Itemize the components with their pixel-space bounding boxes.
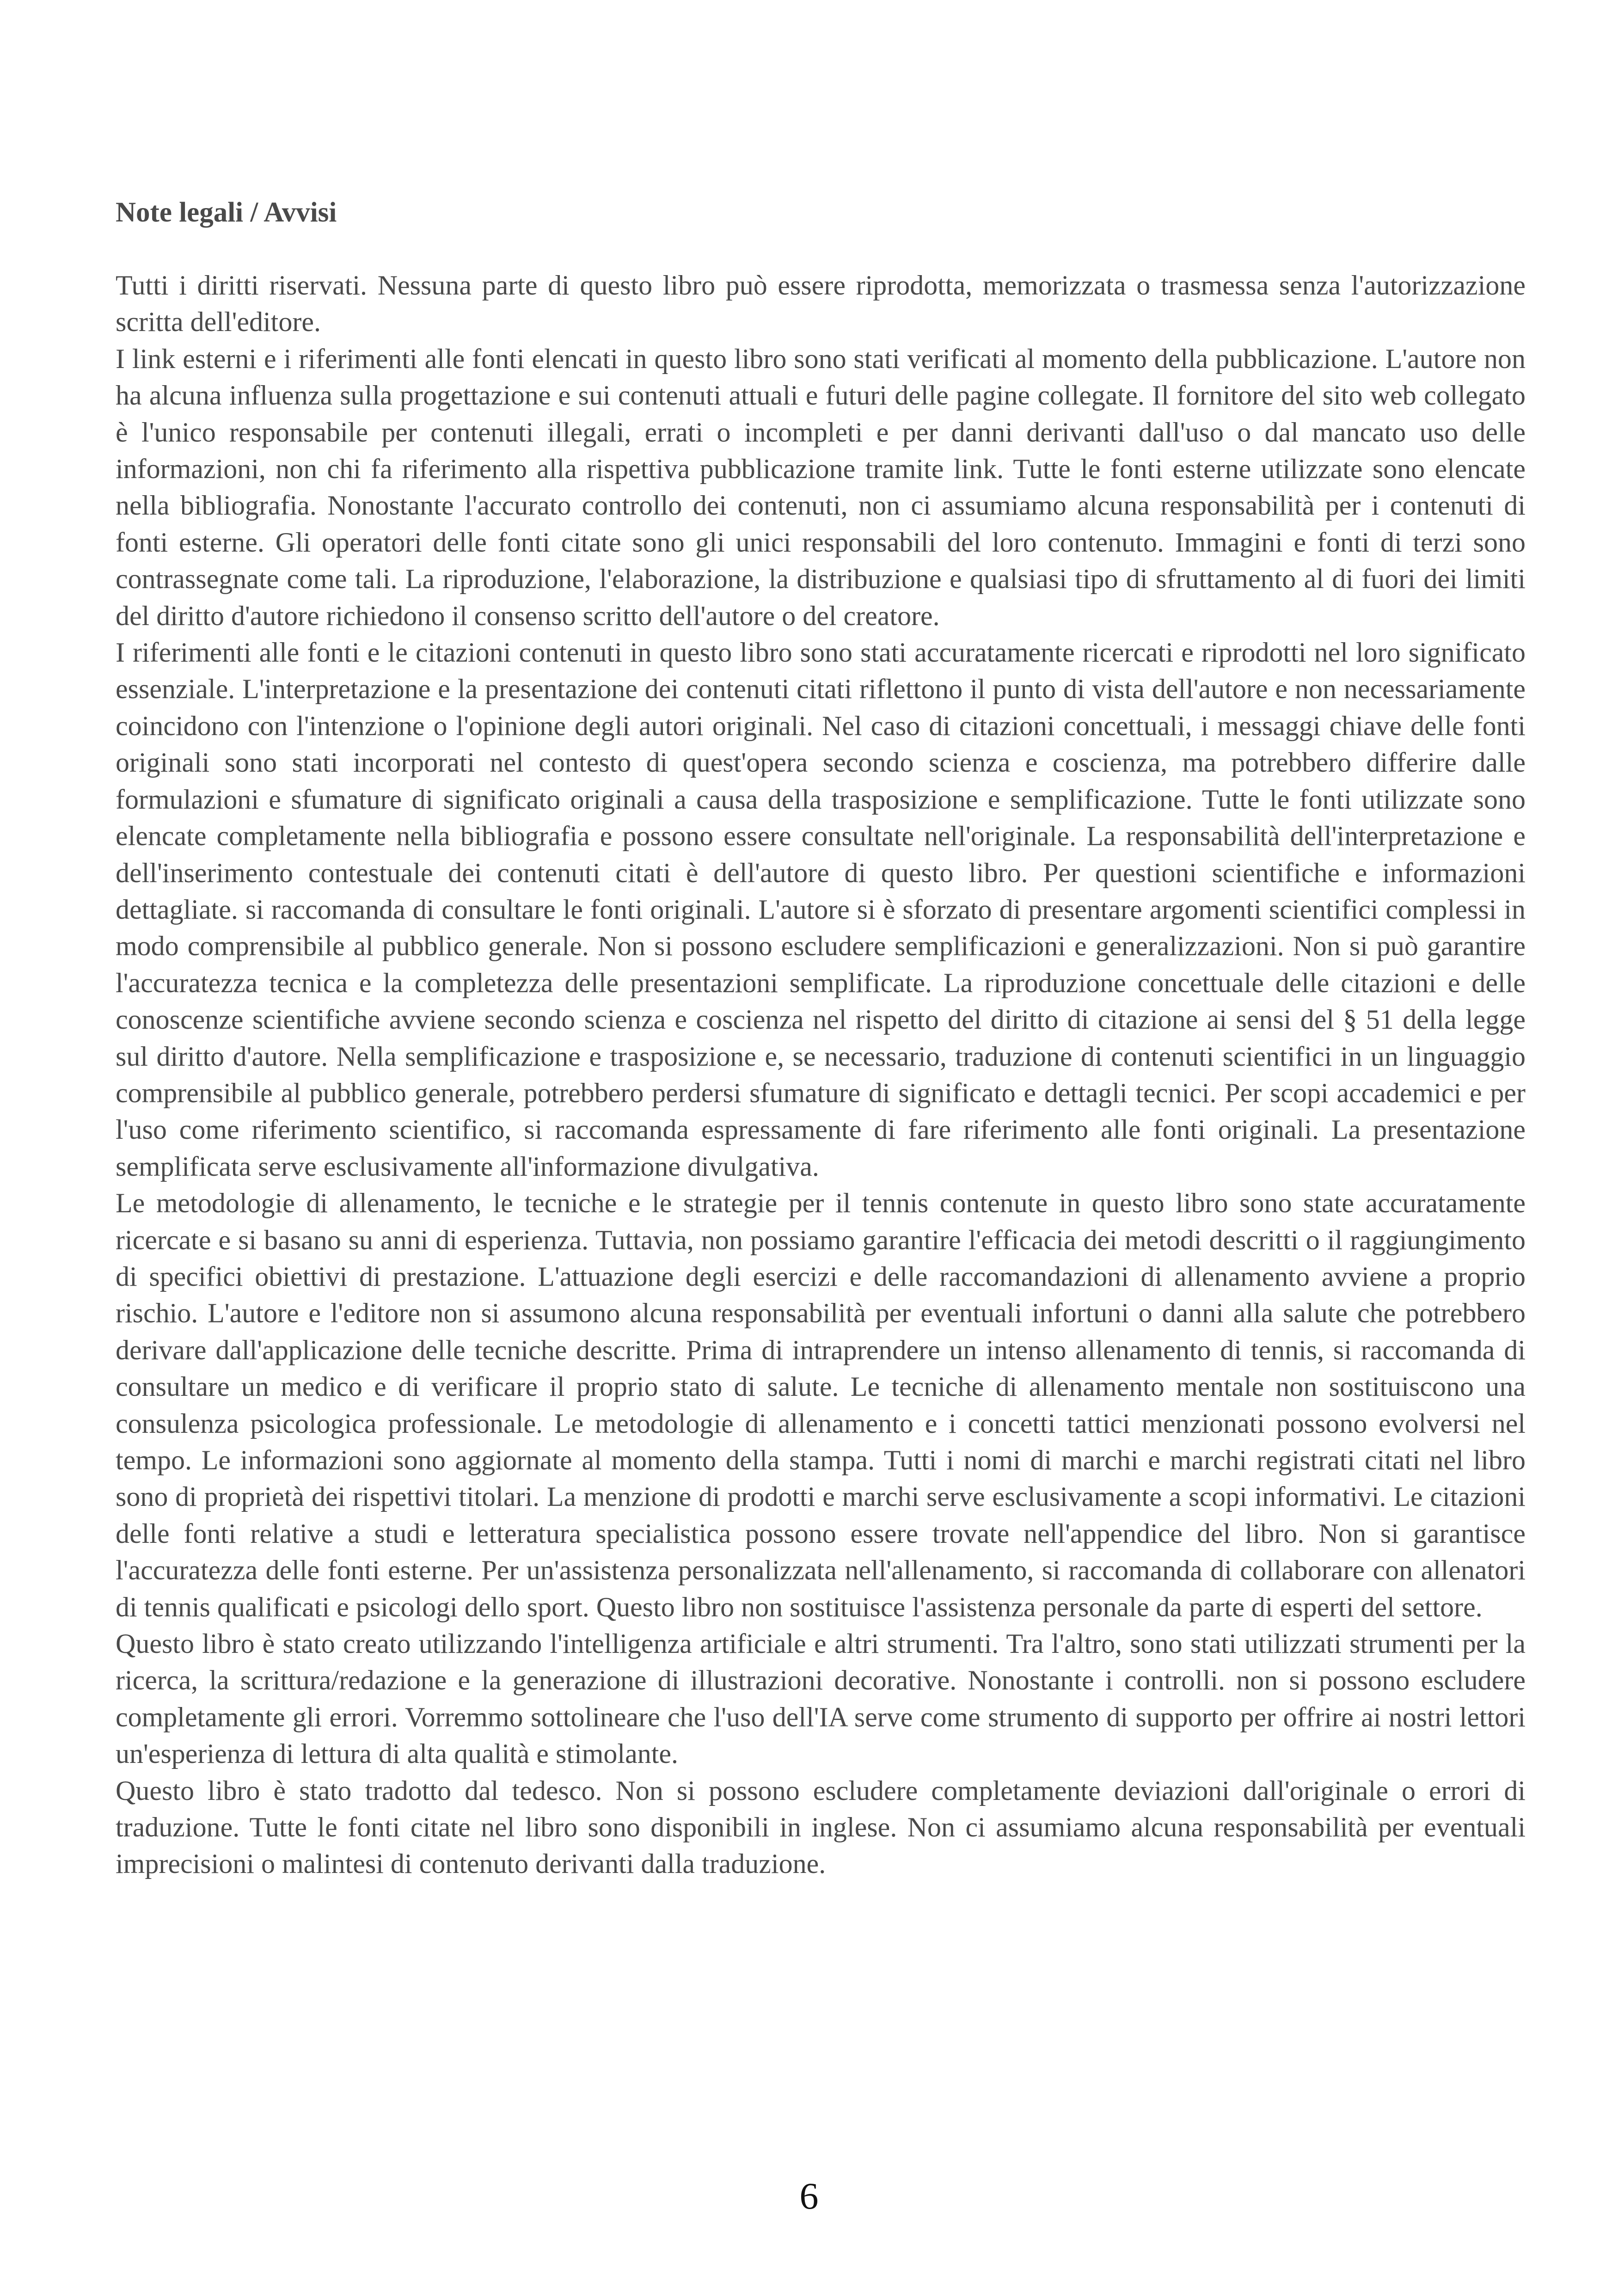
legal-notice-body	[116, 267, 1526, 1883]
paragraph-rights-reserved: Tutti i diritti riservati. Nessuna parte di questo libro può essere riprodotta, memorizzata o trasmessa senza l'autorizzazione scritta dell'editore.	[116, 270, 1526, 338]
paragraph-training-disclaimer: Le metodologie di allenamento, le tecniche e le strategie per il tennis contenute in questo libro sono state accuratamente ricercate e si basano su anni di esperienza. Tuttavia, non possiamo garantire l'efficacia dei metodi descritti o il raggiungimento di specifici obiettivi di prestazione. L'attuazione degli esercizi e delle raccomandazioni di allenamento avviene a proprio rischio. L'autore e l'editore non si assumono alcuna responsabilità per eventuali infortuni o danni alla salute che potrebbero derivare dall'applicazione delle tecniche descritte. Prima di intraprendere un intenso allenamento di tennis, si raccomanda di consultare un medico e di verificare il proprio stato di salute. Le tecniche di allenamento mentale non sostituiscono una consulenza psicologica professionale. Le metodologie di allenamento e i concetti tattici menzionati possono evolversi nel tempo. Le informazioni sono aggiornate al momento della stampa. Tutti i nomi di marchi e marchi registrati citati nel libro sono di proprietà dei rispettivi titolari. La menzione di prodotti e marchi serve esclusivamente a scopi informativi. Le citazioni delle fonti relative a studi e letteratura specialistica possono essere trovate nell'appendice del libro. Non si garantisce l'accuratezza delle fonti esterne. Per un'assistenza personalizzata nell'allenamento, si raccomanda di collaborare con allenatori di tennis qualificati e psicologi dello sport. Questo libro non sostituisce l'assistenza personale da parte di esperti del settore.	[116, 1188, 1526, 1622]
page-number: 6	[799, 2175, 819, 2217]
paragraph-ai-usage: Questo libro è stato creato utilizzando l'intelligenza artificiale e altri strumenti. Tra l'altro, sono stati utilizzati strumenti per la ricerca, la scrittura/redazione e la generazione di illustrazioni decorative. Nonostante i controlli. non si possono escludere completamente gli errori. Vorremmo sottolineare che l'uso dell'IA serve come strumento di supporto per offrire ai nostri lettori un'esperienza di lettura di alta qualità e stimolante.	[116, 1628, 1526, 1769]
legal-notice-page	[116, 194, 1526, 1883]
paragraph-source-citations: I riferimenti alle fonti e le citazioni contenuti in questo libro sono stati accuratamente ricercati e riprodotti nel loro significato essenziale. L'interpretazione e la presentazione dei contenuti citati riflettono il punto di vista dell'autore e non necessariamente coincidono con l'intenzione o l'opinione degli autori originali. Nel caso di citazioni concettuali, i messaggi chiave delle fonti originali sono stati incorporati nel contesto di quest'opera secondo scienza e coscienza, ma potrebbero differire dalle formulazioni e sfumature di significato originali a causa della trasposizione e semplificazione. Tutte le fonti utilizzate sono elencate completamente nella bibliografia e possono essere consultate nell'originale. La responsabilità dell'interpretazione e dell'inserimento contestuale dei contenuti citati è dell'autore di questo libro. Per questioni scientifiche e informazioni dettagliate. si raccomanda di consultare le fonti originali. L'autore si è sforzato di presentare argomenti scientifici complessi in modo comprensibile al pubblico generale. Non si possono escludere semplificazioni e generalizzazioni. Non si può garantire l'accuratezza tecnica e la completezza delle presentazioni semplificate. La riproduzione concettuale delle citazioni e delle conoscenze scientifiche avviene secondo scienza e coscienza nel rispetto del diritto di citazione ai sensi del § 51 della legge sul diritto d'autore. Nella semplificazione e trasposizione e, se necessario, traduzione di contenuti scientifici in un linguaggio comprensibile al pubblico generale, potrebbero perdersi sfumature di significato e dettagli tecnici. Per scopi accademici e per l'uso come riferimento scientifico, si raccomanda espressamente di fare riferimento alle fonti originali. La presentazione semplificata serve esclusivamente all'informazione divulgativa.	[116, 637, 1526, 1182]
paragraph-translation: Questo libro è stato tradotto dal tedesco. Non si possono escludere completamente deviazioni dall'originale o errori di traduzione. Tutte le fonti citate nel libro sono disponibili in inglese. Non ci assumiamo alcuna responsabilità per eventuali imprecisioni o malintesi di contenuto derivanti dalla traduzione.	[116, 1775, 1526, 1879]
page-title: Note legali / Avvisi	[116, 197, 337, 228]
paragraph-external-links: I link esterni e i riferimenti alle fonti elencati in questo libro sono stati verificati al momento della pubblicazione. L'autore non ha alcuna influenza sulla progettazione e sui contenuti attuali e futuri delle pagine collegate. Il fornitore del sito web collegato è l'unico responsabile per contenuti illegali, errati o incompleti e per danni derivanti dall'uso o dal mancato uso delle informazioni, non chi fa riferimento alla rispettiva pubblicazione tramite link. Tutte le fonti esterne utilizzate sono elencate nella bibliografia. Nonostante l'accurato controllo dei contenuti, non ci assumiamo alcuna responsabilità per i contenuti di fonti esterne. Gli operatori delle fonti citate sono gli unici responsabili del loro contenuto. Immagini e fonti di terzi sono contrassegnate come tali. La riproduzione, l'elaborazione, la distribuzione e qualsiasi tipo di sfruttamento al di fuori dei limiti del diritto d'autore richiedono il consenso scritto dell'autore o del creatore.	[116, 343, 1526, 631]
